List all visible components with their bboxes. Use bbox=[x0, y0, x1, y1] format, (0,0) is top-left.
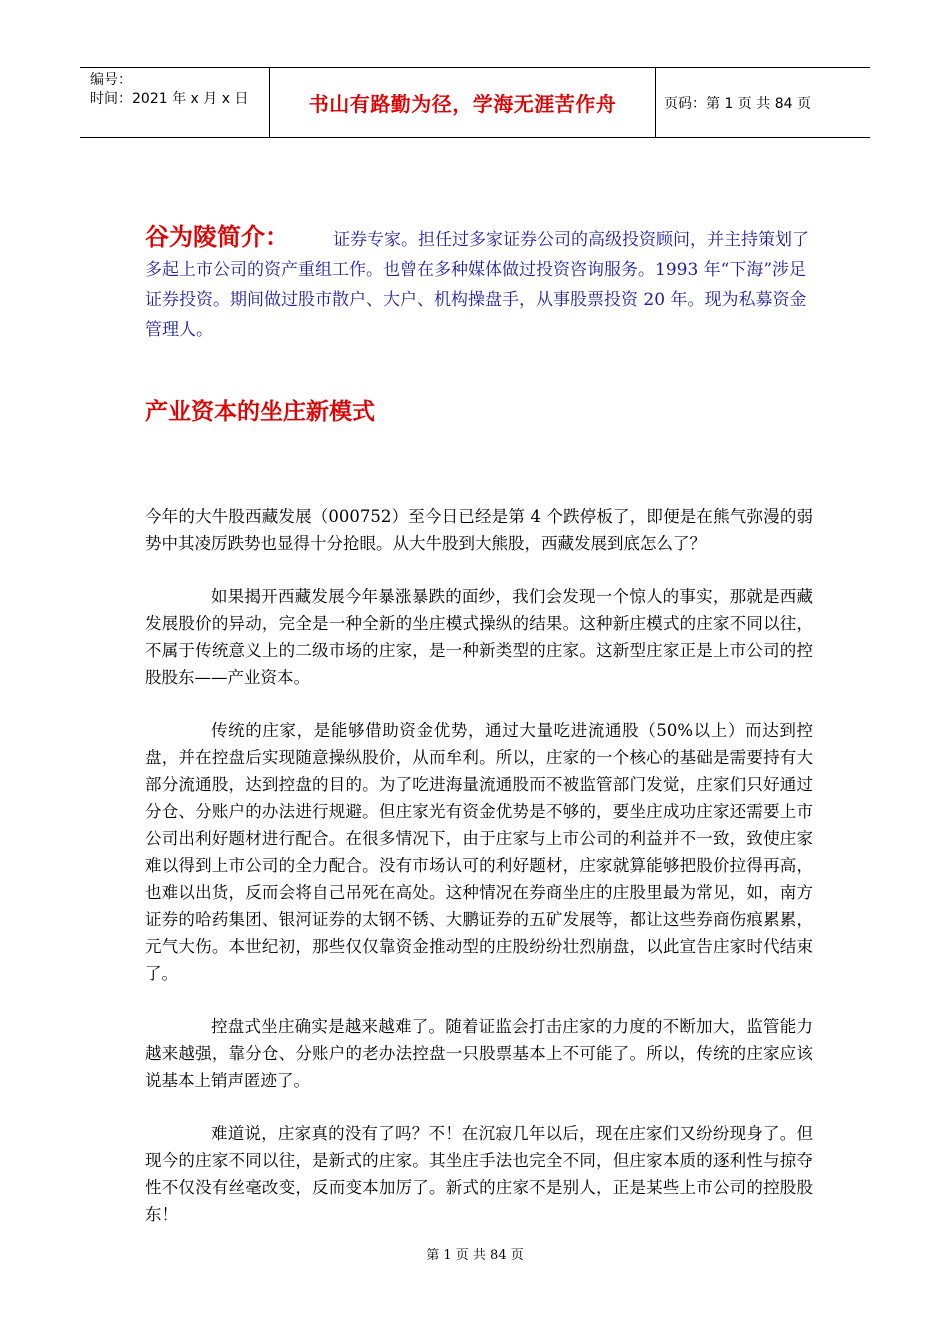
page-header bbox=[80, 67, 870, 138]
article-title: 产业资本的坐庄新模式 bbox=[145, 399, 375, 425]
author-intro-heading: 谷为陵简介： bbox=[145, 223, 289, 251]
header-meta bbox=[80, 68, 270, 137]
page-footer: 第 1 页 共 84 页 bbox=[426, 1248, 524, 1263]
document-date: 时间：2021 年 x 月 x 日 bbox=[90, 91, 249, 107]
article-paragraph-3: 传统的庄家，是能够借助资金优势，通过大量吃进流通股（50%以上）而达到控盘，并在控盘后实现随意操纵股价，从而牟利。所以，庄家的一个核心的基础是需要持有大部分流通股，达到控盘的目的。为了吃进海量流通股而不被监管部门发觉，庄家们只好通过分仓、分账户的办法进行规避。但庄家光有资金优势是不够的，要坐庄成功庄家还需要上市公司出利好题材进行配合。在很多情况下，由于庄家与上市公司的利益并不一致，致使庄家难以得到上市公司的全力配合。没有市场认可的利好题材，庄家就算能够把股价拉得再高，也难以出货，反而会将自己吊死在高处。这种情况在券商坐庄的庄股里最为常见，如，南方证券的哈药集团、银河证券的太钢不锈、大鹏证券的五矿发展等，都让这些券商伤痕累累，元气大伤。本世纪初，那些仅仅靠资金推动型的庄股纷纷壮烈崩盘，以此宣告庄家时代结束了。 bbox=[145, 721, 813, 983]
article-paragraph-1: 今年的大牛股西藏发展（000752）至今日已经是第 4 个跌停板了，即便是在熊气弥漫的弱势中其凌厉跌势也显得十分抢眼。从大牛股到大熊股，西藏发展到底怎么了？ bbox=[145, 507, 813, 553]
article-paragraph-2: 如果揭开西藏发展今年暴涨暴跌的面纱，我们会发现一个惊人的事实，那就是西藏发展股价的异动，完全是一种全新的坐庄模式操纵的结果。这种新庄模式的庄家不同以往，不属于传统意义上的二级市场的庄家，是一种新类型的庄家。这新型庄家正是上市公司的控股股东——产业资本。 bbox=[145, 587, 813, 687]
author-intro bbox=[145, 222, 815, 345]
header-page-info: 页码：第 1 页 共 84 页 bbox=[664, 95, 811, 112]
article-paragraph-5: 难道说，庄家真的没有了吗？不！在沉寂几年以后，现在庄家们又纷纷现身了。但现今的庄家不同以往，是新式的庄家。其坐庄手法也完全不同，但庄家本质的逐利性与掠夺性不仅没有丝毫改变，反而变本加厉了。新式的庄家不是别人，正是某些上市公司的控股股东！ bbox=[145, 1124, 813, 1224]
author-intro-text: 证券专家。担任过多家证券公司的高级投资顾问，并主持策划了多起上市公司的资产重组工作。也曾在多种媒体做过投资咨询服务。1993 年“下海”涉足证券投资。期间做过股市散户、大户、机构操盘手，从事股票投资 20 年。现为私募资金管理人。 bbox=[145, 230, 809, 340]
header-motto: 书山有路勤为径，学海无涯苦作舟 bbox=[270, 68, 656, 137]
article-paragraph-4: 控盘式坐庄确实是越来越难了。随着证监会打击庄家的力度的不断加大，监管能力越来越强，靠分仓、分账户的老办法控盘一只股票基本上不可能了。所以，传统的庄家应该说基本上销声匿迹了。 bbox=[145, 1017, 813, 1090]
article-body bbox=[145, 503, 813, 1254]
document-number-label: 编号： bbox=[90, 72, 132, 88]
